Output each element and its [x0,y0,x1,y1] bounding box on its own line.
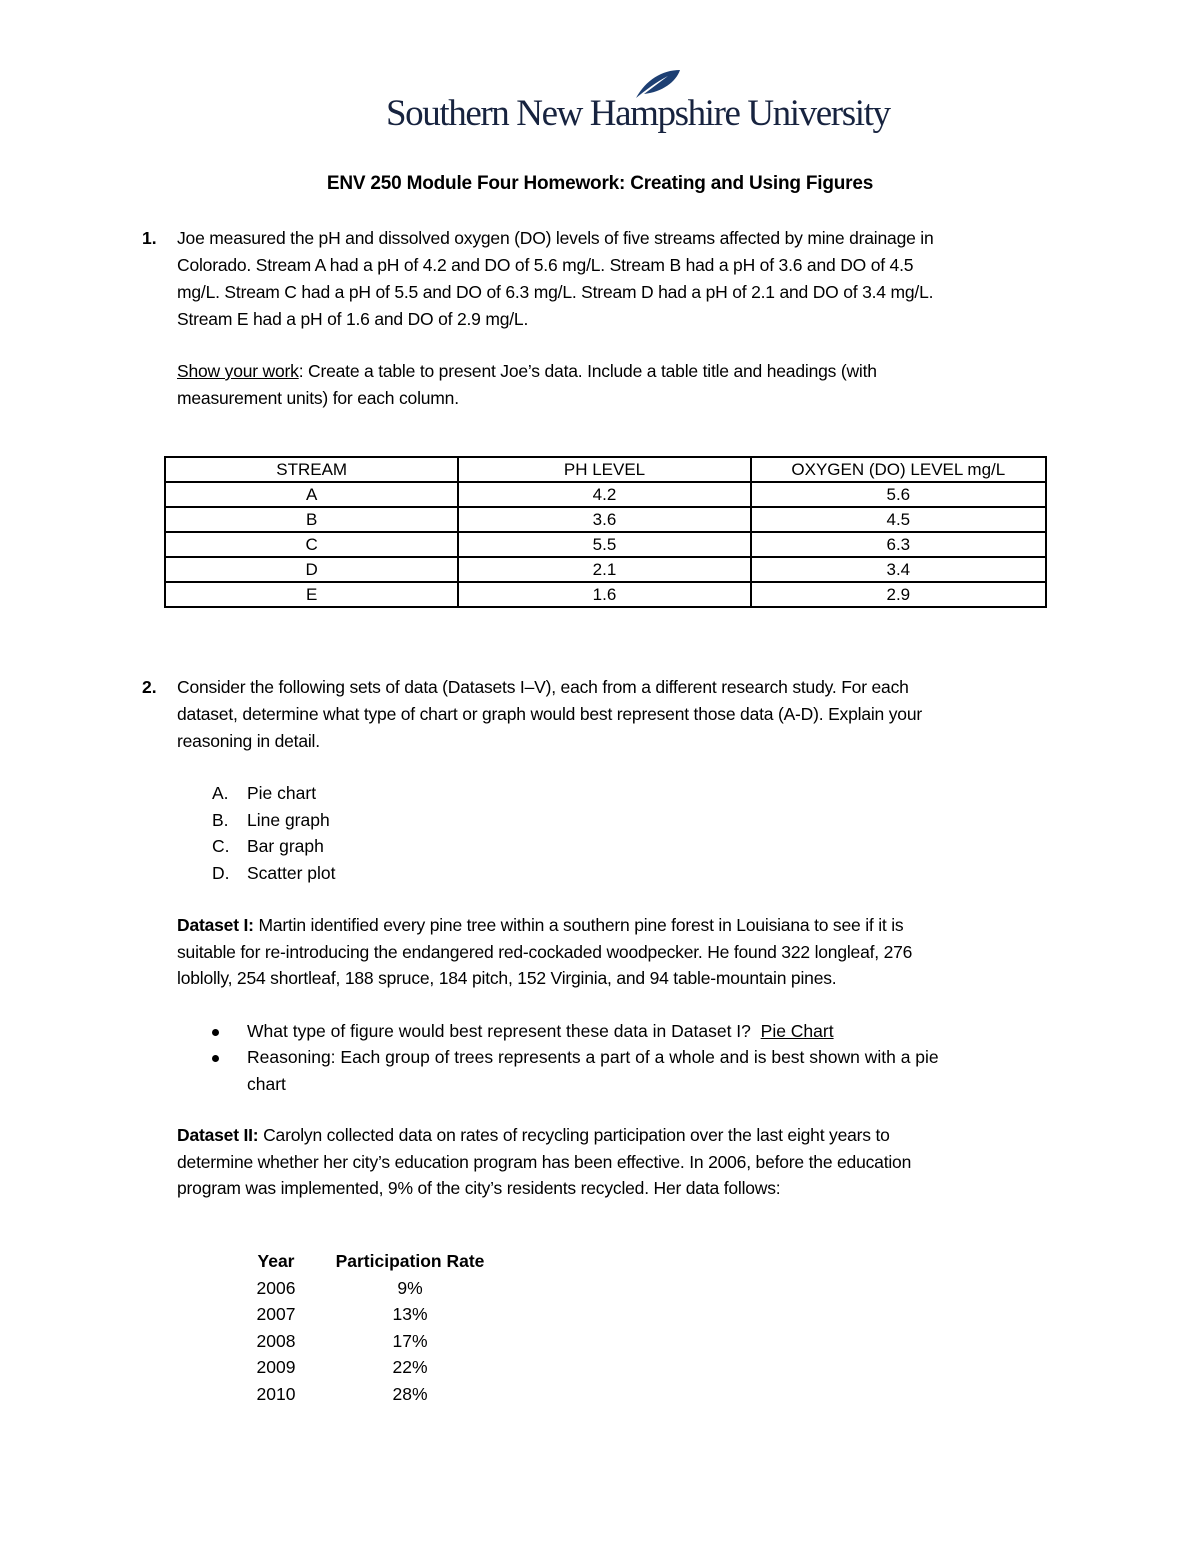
table-header-cell: Participation Rate [335,1251,485,1271]
q1-line: mg/L. Stream C had a pH of 5.5 and DO of 6.3 mg/L. Stream D had a pH of 2.1 and DO of 3.4 mg/L. [177,282,934,302]
q1-line: Colorado. Stream A had a pH of 4.2 and DO of 5.6 mg/L. Stream B had a pH of 3.6 and DO of 4.5 [177,255,914,275]
bullet-icon [212,1029,219,1036]
table-cell: 28% [392,1383,428,1404]
option-letter: D. [212,862,230,883]
table-cell: 22% [392,1357,428,1377]
dataset-1-question-text: What type of figure would best represent these data in Dataset I? [247,1021,751,1041]
option-letter: A. [212,783,229,803]
show-your-work-text-2: measurement units) for each column. [177,388,459,408]
table-row [237,1301,505,1328]
table-cell: 1.6 [458,582,750,607]
dataset-1-label: Dataset I: [177,915,254,935]
question-2-text [177,674,1077,755]
university-logo [386,68,890,138]
table-cell: 2.1 [458,557,750,582]
q1-line: Stream E had a pH of 1.6 and DO of 2.9 mg/L. [177,309,529,329]
table-cell: 3.4 [751,557,1046,582]
dataset-1-line: suitable for re-introducing the endangered red-cockaded woodpecker. He found 322 longleaf, 276 [177,941,913,962]
table-header-row [237,1248,505,1275]
table-cell: E [165,582,458,607]
table-cell: B [165,507,458,532]
table-row [237,1381,505,1408]
dataset-1-text [177,912,1077,992]
table-cell: 2008 [256,1330,296,1351]
stream-data-table [164,456,1047,608]
question-1-number: 1. [142,228,157,248]
table-cell: 4.5 [751,507,1046,532]
table-cell: 2009 [256,1357,296,1377]
table-cell: 2006 [256,1277,296,1298]
table-cell: A [165,482,458,507]
table-header-cell: PH LEVEL [458,457,750,482]
chart-options-list [212,780,512,890]
option-text: Line graph [247,809,330,830]
q2-line: dataset, determine what type of chart or graph would best represent those data (A-D). Explain your [177,704,922,724]
table-row [237,1354,505,1381]
table-row [237,1275,505,1302]
table-cell: 6.3 [751,532,1046,557]
table-row [165,507,1046,532]
dataset-1-answer: Pie Chart [760,1021,834,1041]
dataset-1-line: Martin identified every pine tree within a southern pine forest in Louisiana to see if it is [253,915,904,935]
bullet-icon [212,1055,219,1062]
q2-line: reasoning in detail. [177,731,320,751]
dataset-1-reasoning-text: Reasoning: Each group of trees represents a part of a whole and is best shown with a pie [247,1047,939,1067]
dataset-2-line: determine whether her city’s education program has been effective. In 2006, before the education [177,1151,912,1172]
table-cell: 2.9 [751,582,1046,607]
dataset-2-label: Dataset II: [177,1125,259,1145]
table-cell: 5.5 [458,532,750,557]
page-title: ENV 250 Module Four Homework: Creating and Using Figures [326,173,874,194]
question-2-number: 2. [142,677,157,697]
table-header-cell: STREAM [165,457,458,482]
option-letter: B. [212,809,229,830]
dataset-2-text [177,1122,1077,1202]
table-header-cell: Year [257,1251,295,1271]
table-cell: D [165,557,458,582]
table-cell: 3.6 [458,507,750,532]
option-letter: C. [212,836,230,856]
dataset-1-reasoning-text: chart [247,1073,286,1094]
table-cell: 13% [392,1304,428,1324]
show-your-work [177,358,1077,412]
table-cell: C [165,532,458,557]
table-cell: 9% [397,1277,423,1298]
table-cell: 17% [392,1330,428,1351]
show-your-work-label: Show your work [177,361,299,381]
dataset-1-line: loblolly, 254 shortleaf, 188 spruce, 184 pitch, 152 Virginia, and 94 table-mountain pines. [177,968,837,988]
participation-table [237,1248,505,1407]
q1-line: Joe measured the pH and dissolved oxygen (DO) levels of five streams affected by mine drainage in [177,228,934,248]
table-cell: 4.2 [458,482,750,507]
table-row [165,532,1046,557]
table-row [237,1328,505,1355]
question-1-text [177,225,1077,333]
table-row [165,582,1046,607]
logo-text: Southern New Hampshire University [386,93,890,134]
table-row [165,482,1046,507]
dataset-2-line: program was implemented, 9% of the city’s residents recycled. Her data follows: [177,1178,781,1198]
table-cell: 2007 [256,1304,296,1324]
table-cell: 5.6 [751,482,1046,507]
option-text: Pie chart [247,783,317,803]
option-text: Bar graph [247,836,324,856]
show-your-work-text: : Create a table to present Joe’s data. Include a table title and headings (with [298,361,877,381]
table-row [165,557,1046,582]
dataset-2-line: Carolyn collected data on rates of recycling participation over the last eight years to [258,1125,890,1145]
q2-line: Consider the following sets of data (Datasets I–V), each from a different research study. For each [177,677,909,697]
table-header-row [165,457,1046,482]
option-text: Scatter plot [247,862,336,883]
table-header-cell: OXYGEN (DO) LEVEL mg/L [751,457,1046,482]
table-cell: 2010 [256,1383,296,1404]
